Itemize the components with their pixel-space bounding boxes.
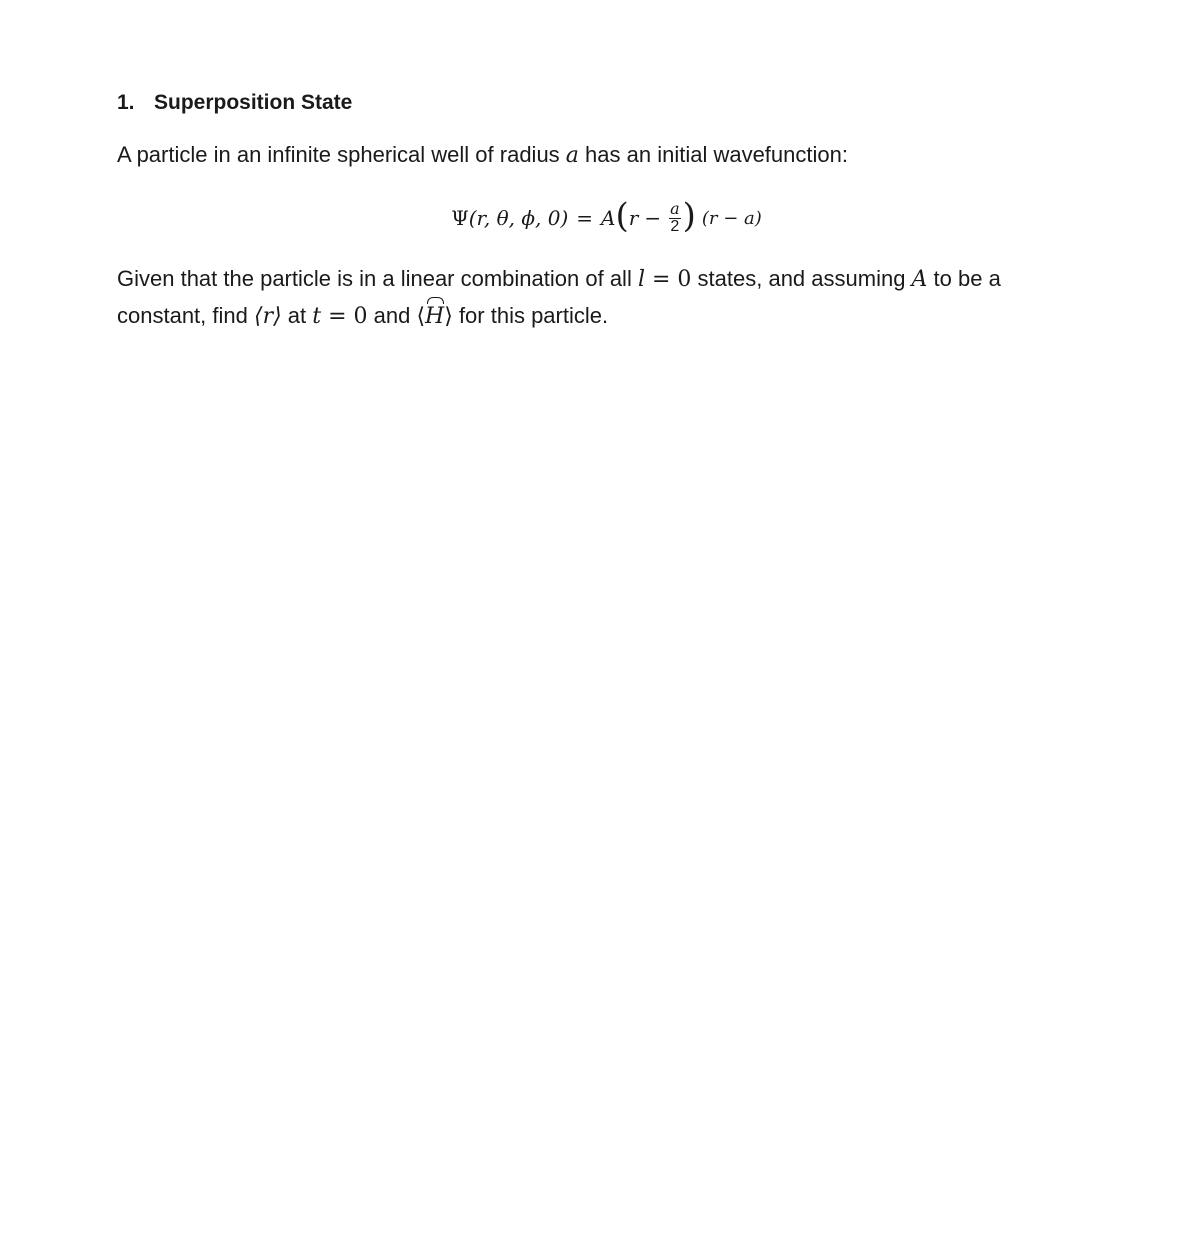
expectation-r: ⟨r⟩ xyxy=(253,304,282,329)
t-equals-zero: = 0 xyxy=(321,304,368,329)
second-factor: (r − a) xyxy=(701,207,762,229)
intro-text-after: has an initial wavefunction: xyxy=(578,142,848,167)
statement-text: to be a xyxy=(927,266,1001,291)
problem-statement xyxy=(117,261,1077,335)
hamiltonian-operator: H xyxy=(425,299,444,335)
l-variable: l xyxy=(637,267,645,292)
radius-variable: a xyxy=(565,143,579,168)
equals-sign: = xyxy=(576,206,594,230)
section-title: Superposition State xyxy=(154,91,353,114)
psi-symbol: Ψ xyxy=(451,206,469,230)
statement-text: and xyxy=(367,303,417,328)
constant-A: A xyxy=(911,267,928,292)
left-paren: ( xyxy=(615,196,629,236)
statement-text: Given that the particle is in a linear combination of all xyxy=(117,266,638,291)
intro-paragraph xyxy=(117,142,848,168)
angle-close: ⟩ xyxy=(444,304,453,329)
fraction-numerator: a xyxy=(670,198,680,218)
fraction xyxy=(669,198,681,236)
psi-arguments: (r, θ, ϕ, 0) xyxy=(468,206,569,230)
angle-open: ⟨ xyxy=(416,304,426,329)
fraction-denominator: 2 xyxy=(670,217,680,235)
statement-line-1 xyxy=(117,261,1077,298)
statement-text: at xyxy=(281,303,313,328)
section-number: 1. xyxy=(117,91,135,114)
normalization-constant: A xyxy=(601,206,616,230)
statement-text: constant, find xyxy=(117,303,254,328)
right-paren: ) xyxy=(682,196,696,236)
statement-text: states, and assuming xyxy=(691,266,912,291)
term1-variable: r xyxy=(628,206,639,230)
statement-text: for this particle. xyxy=(452,303,609,328)
statement-line-2 xyxy=(117,298,1077,335)
l-equals-zero: = 0 xyxy=(645,267,692,292)
wavefunction-equation xyxy=(0,188,1183,248)
intro-text-before: A particle in an infinite spherical well of radius xyxy=(117,142,566,167)
section-heading xyxy=(117,91,352,115)
time-variable: t xyxy=(312,304,322,329)
minus-sign: − xyxy=(644,206,662,230)
